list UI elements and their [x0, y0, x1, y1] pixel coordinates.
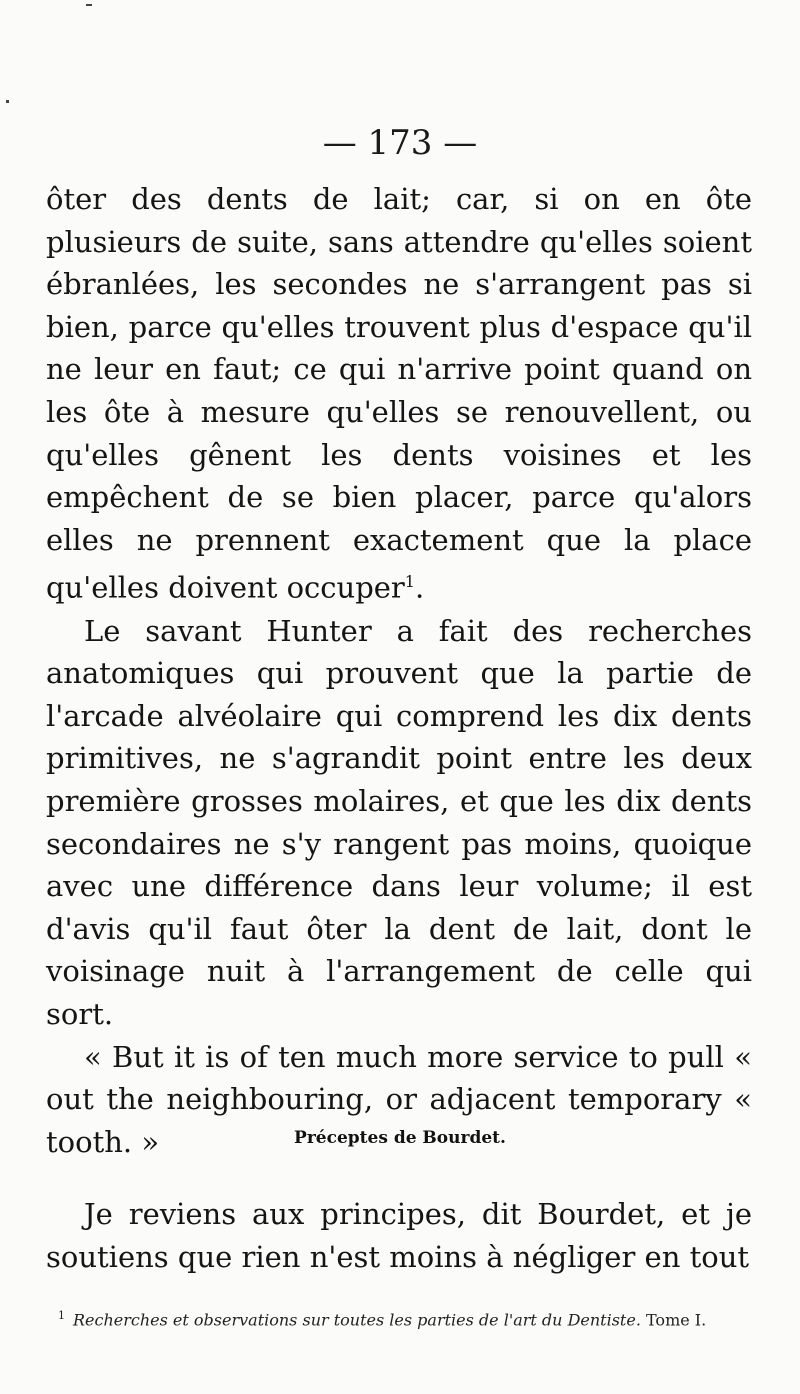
scan-speck — [86, 4, 92, 6]
paragraph-hunter: Le savant Hunter a fait des recherches anatomiques qui prouvent que la partie de l'arcade alvéolaire qui comprend les dix dents primitives, ne s'agrandit point entre les deux première grosses molaires, et que les dix dents secondaires ne s'y rangent pas moins, quoique avec une différence dans leur volume; il est d'avis qu'il faut ôter la dent de lait, dont le voisinage nuit à l'arrangement de celle qui sort. — [46, 613, 752, 1031]
section-paragraph: Je reviens aux principes, dit Bourdet, et je soutiens que rien n'est moins à négliger en tout — [46, 1197, 752, 1274]
footnote-text: Recherches et observations sur toutes les parties de l'art du Dentiste. — [73, 1310, 641, 1330]
page-number: — 173 — — [322, 123, 478, 163]
scan-speck — [6, 100, 9, 103]
footnote-reference: 1 — [404, 572, 415, 592]
paragraph-text: ôter des dents de lait; car, si on en ôte plusieurs de suite, sans attendre qu'elles soient ébranlées, les secondes ne s'arrangent pas si bien, parce qu'elles trouvent plus d'espace qu'il ne leur en faut; ce qui n'arrive point quand on les ôte à mesure qu'elles se renouvellent, ou qu'elles gênent les dents voisines et les empêchent de se bien placer, parce qu'alors elles ne prennent exactement que la place qu'elles doivent occuper — [46, 182, 752, 605]
footnote — [58, 1304, 748, 1332]
footnote-volume: Tome I. — [646, 1310, 707, 1330]
paragraph-end: . — [414, 571, 425, 605]
footnote-mark: 1 — [58, 1309, 65, 1322]
section-heading: Préceptes de Bourdet. — [294, 1128, 506, 1148]
paragraph-continuation — [46, 178, 752, 610]
english-quote: « But it is of ten much more service to pull « out the neighbouring, or adjacent temporary « tooth. » — [46, 1039, 752, 1159]
main-text — [46, 178, 752, 1163]
